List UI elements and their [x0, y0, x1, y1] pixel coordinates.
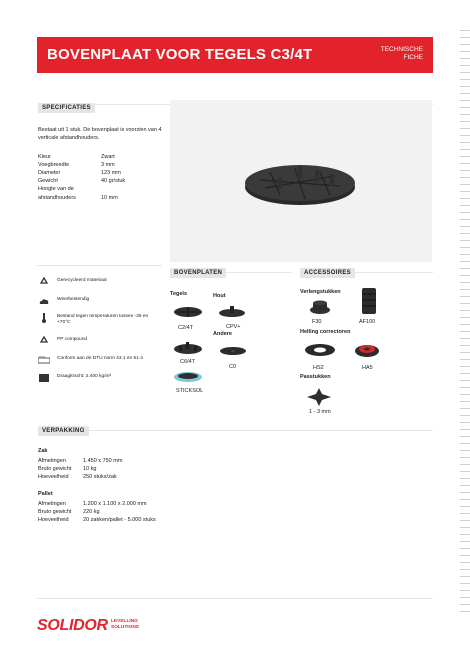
feature-text: Draagkracht: 2.400 kg/m² — [57, 374, 112, 379]
ruler-tick — [460, 72, 470, 73]
hs2-image — [304, 342, 336, 358]
spec-key: afstandhouders — [38, 195, 76, 201]
brand-logo: SOLIDOR — [37, 617, 108, 634]
ruler-tick — [460, 247, 470, 248]
ruler-tick — [460, 352, 470, 353]
page-header — [37, 37, 433, 73]
ruler-tick — [460, 492, 470, 493]
thermometer-icon — [38, 313, 50, 323]
ruler-tick — [460, 30, 470, 31]
doc-type — [381, 46, 423, 62]
product-cpv: CPV+ — [226, 324, 241, 330]
ruler-tick — [460, 548, 470, 549]
ruler-tick — [460, 254, 470, 255]
ruler-tick — [460, 499, 470, 500]
ruler-tick — [460, 562, 470, 563]
ruler-tick — [460, 163, 470, 164]
ruler-tick — [460, 261, 470, 262]
ruler-tick — [460, 128, 470, 129]
ruler-tick — [460, 282, 470, 283]
ruler-tick — [460, 65, 470, 66]
spec-key: Hoogte van de — [38, 186, 74, 192]
ruler-tick — [460, 520, 470, 521]
ruler-tick — [460, 324, 470, 325]
ruler-tick — [460, 345, 470, 346]
product-af100: AF100 — [359, 319, 376, 325]
ruler-tick — [460, 58, 470, 59]
ruler-tick — [460, 576, 470, 577]
c2-4t-image — [173, 302, 203, 320]
spec-intro: Bestaat uit 1 stuk. De bovenplaat is voorzien van 4 verticale afstandhouders. — [38, 127, 162, 141]
pack-key: Hoeveelheid — [38, 474, 69, 480]
ruler-tick — [460, 436, 470, 437]
ruler-tick — [460, 170, 470, 171]
ruler-tick — [460, 149, 470, 150]
divider — [37, 430, 433, 431]
feature-text: PP compound — [57, 337, 88, 342]
tagline-line2: SOLUTIONS — [111, 624, 139, 630]
feature-text: Conform aan de DTU norm 43.1 en 51.4 — [57, 356, 143, 361]
ruler-tick — [460, 268, 470, 269]
ruler-tick — [460, 408, 470, 409]
spec-key: Voegbreedte — [38, 162, 70, 168]
pack-value: 1.200 x 1.100 x 2.000 mm — [83, 501, 147, 507]
ruler-tick — [460, 317, 470, 318]
group-helling: Helling correctoren — [300, 329, 351, 335]
ruler-tick — [460, 604, 470, 605]
ruler-tick — [460, 233, 470, 234]
ruler-tick — [460, 387, 470, 388]
ruler-tick — [460, 569, 470, 570]
ruler-tick — [460, 359, 470, 360]
product-c6-4t: C6/4T — [180, 359, 195, 365]
cloud-icon — [38, 296, 50, 306]
ruler-tick — [460, 296, 470, 297]
cpv-image — [217, 303, 247, 321]
ruler-tick — [460, 205, 470, 206]
divider — [37, 265, 162, 266]
group-passtukken: Passtukken — [300, 374, 331, 380]
ruler-tick — [460, 513, 470, 514]
ruler-tick — [460, 142, 470, 143]
ruler-tick — [460, 534, 470, 535]
product-passtukken-range: 1 - 3 mm — [309, 409, 331, 415]
c0-image — [218, 344, 248, 358]
dtu-icon — [38, 355, 50, 365]
ruler-tick — [460, 597, 470, 598]
ruler-tick — [460, 429, 470, 430]
product-sticksol: STICKSOL — [176, 388, 204, 394]
pack-zak-title: Zak — [38, 448, 48, 454]
spec-value: 3 mm — [101, 162, 115, 168]
product-hs2: HS2 — [313, 365, 324, 371]
f30-image — [309, 298, 331, 316]
pack-key: Hoeveelheid — [38, 517, 69, 523]
doc-type-line2: FICHE — [403, 54, 423, 61]
spec-value: 40 gr/stuk — [101, 178, 126, 184]
product-ha5: HA5 — [362, 365, 373, 371]
ruler-tick — [460, 331, 470, 332]
section-accessories: ACCESSOIRES — [300, 268, 355, 278]
pack-pallet-title: Pallet — [38, 491, 53, 497]
group-andere: Andere — [213, 331, 232, 337]
ruler-tick — [460, 289, 470, 290]
pack-key: Afmetingen — [38, 501, 66, 507]
ruler-tick — [460, 86, 470, 87]
tagline-line1: LEVELLING — [111, 619, 138, 624]
ruler-tick — [460, 394, 470, 395]
ruler-tick — [460, 191, 470, 192]
group-verlengstukken: Verlengstukken — [300, 289, 341, 295]
ruler-tick — [460, 583, 470, 584]
recycle-icon — [38, 336, 50, 346]
ruler-tick — [460, 240, 470, 241]
ruler-tick — [460, 401, 470, 402]
product-c0: C0 — [229, 364, 237, 370]
spec-value: 10 mm — [101, 195, 118, 201]
ruler-tick — [460, 422, 470, 423]
ruler-tick — [460, 184, 470, 185]
af100-image — [359, 286, 379, 316]
ruler-tick — [460, 373, 470, 374]
section-specs: SPECIFICATIES — [38, 103, 95, 113]
passtuk-image — [305, 386, 333, 408]
ruler-tick — [460, 611, 470, 612]
product-f30: F30 — [312, 319, 322, 325]
ruler-tick — [460, 37, 470, 38]
ha5-image — [354, 341, 380, 359]
top-plate-image — [170, 100, 432, 262]
section-plates: BOVENPLATEN — [170, 268, 226, 278]
ruler-tick — [460, 590, 470, 591]
spec-value: 123 mm — [101, 170, 121, 176]
group-hout: Hout — [213, 293, 226, 299]
ruler-tick — [460, 555, 470, 556]
divider — [37, 598, 433, 599]
ruler-tick — [460, 198, 470, 199]
pack-value: 1.450 x 750 mm — [83, 458, 123, 464]
pack-value: 220 kg — [83, 509, 100, 515]
ruler-tick — [460, 478, 470, 479]
edge-ruler — [456, 30, 470, 620]
ruler-tick — [460, 310, 470, 311]
ruler-tick — [460, 51, 470, 52]
doc-type-line1: TECHNISCHE — [380, 46, 423, 53]
spec-key: Diameter — [38, 170, 61, 176]
ruler-tick — [460, 366, 470, 367]
ruler-tick — [460, 303, 470, 304]
ruler-tick — [460, 457, 470, 458]
ruler-tick — [460, 219, 470, 220]
ruler-tick — [460, 485, 470, 486]
feature-text: Weerbestendig — [57, 297, 90, 302]
ruler-tick — [460, 177, 470, 178]
ruler-tick — [460, 338, 470, 339]
section-packaging: VERPAKKING — [38, 426, 89, 436]
pack-value: 20 zakken/pallet - 5.000 stuks — [83, 517, 156, 523]
ruler-tick — [460, 79, 470, 80]
recycle-icon — [38, 277, 50, 287]
ruler-tick — [460, 275, 470, 276]
spec-value: Zwart — [101, 154, 115, 160]
ruler-tick — [460, 415, 470, 416]
product-c2-4t: C2/4T — [178, 325, 193, 331]
spec-key: Kleur — [38, 154, 51, 160]
ruler-tick — [460, 443, 470, 444]
pack-key: Bruto gewicht — [38, 509, 72, 515]
pack-value: 10 kg — [83, 466, 97, 472]
ruler-tick — [460, 107, 470, 108]
ruler-tick — [460, 93, 470, 94]
group-tegels: Tegels — [170, 291, 188, 297]
ruler-tick — [460, 44, 470, 45]
brand-tagline — [111, 619, 139, 630]
svg-text:DTU: DTU — [39, 355, 46, 359]
feature-text: Gerecycleerd materiaal — [57, 278, 107, 283]
pack-key: Afmetingen — [38, 458, 66, 464]
ruler-tick — [460, 121, 470, 122]
ruler-tick — [460, 506, 470, 507]
ruler-tick — [460, 226, 470, 227]
spec-key: Gewicht — [38, 178, 58, 184]
pack-key: Bruto gewicht — [38, 466, 72, 472]
sticksol-image — [173, 367, 203, 385]
pack-value: 250 stuks/zak — [83, 474, 117, 480]
ruler-tick — [460, 450, 470, 451]
ruler-tick — [460, 135, 470, 136]
ruler-tick — [460, 156, 470, 157]
ruler-tick — [460, 541, 470, 542]
ruler-tick — [460, 114, 470, 115]
ruler-tick — [460, 527, 470, 528]
c6-4t-image — [173, 339, 203, 357]
weight-icon — [38, 373, 50, 383]
ruler-tick — [460, 471, 470, 472]
product-photo — [170, 100, 432, 262]
ruler-tick — [460, 212, 470, 213]
page-title: BOVENPLAAT VOOR TEGELS C3/4T — [47, 46, 313, 63]
ruler-tick — [460, 100, 470, 101]
feature-text: Bestand tegen temperaturen tussen -25 en +70°C — [57, 314, 149, 325]
ruler-tick — [460, 464, 470, 465]
ruler-tick — [460, 380, 470, 381]
